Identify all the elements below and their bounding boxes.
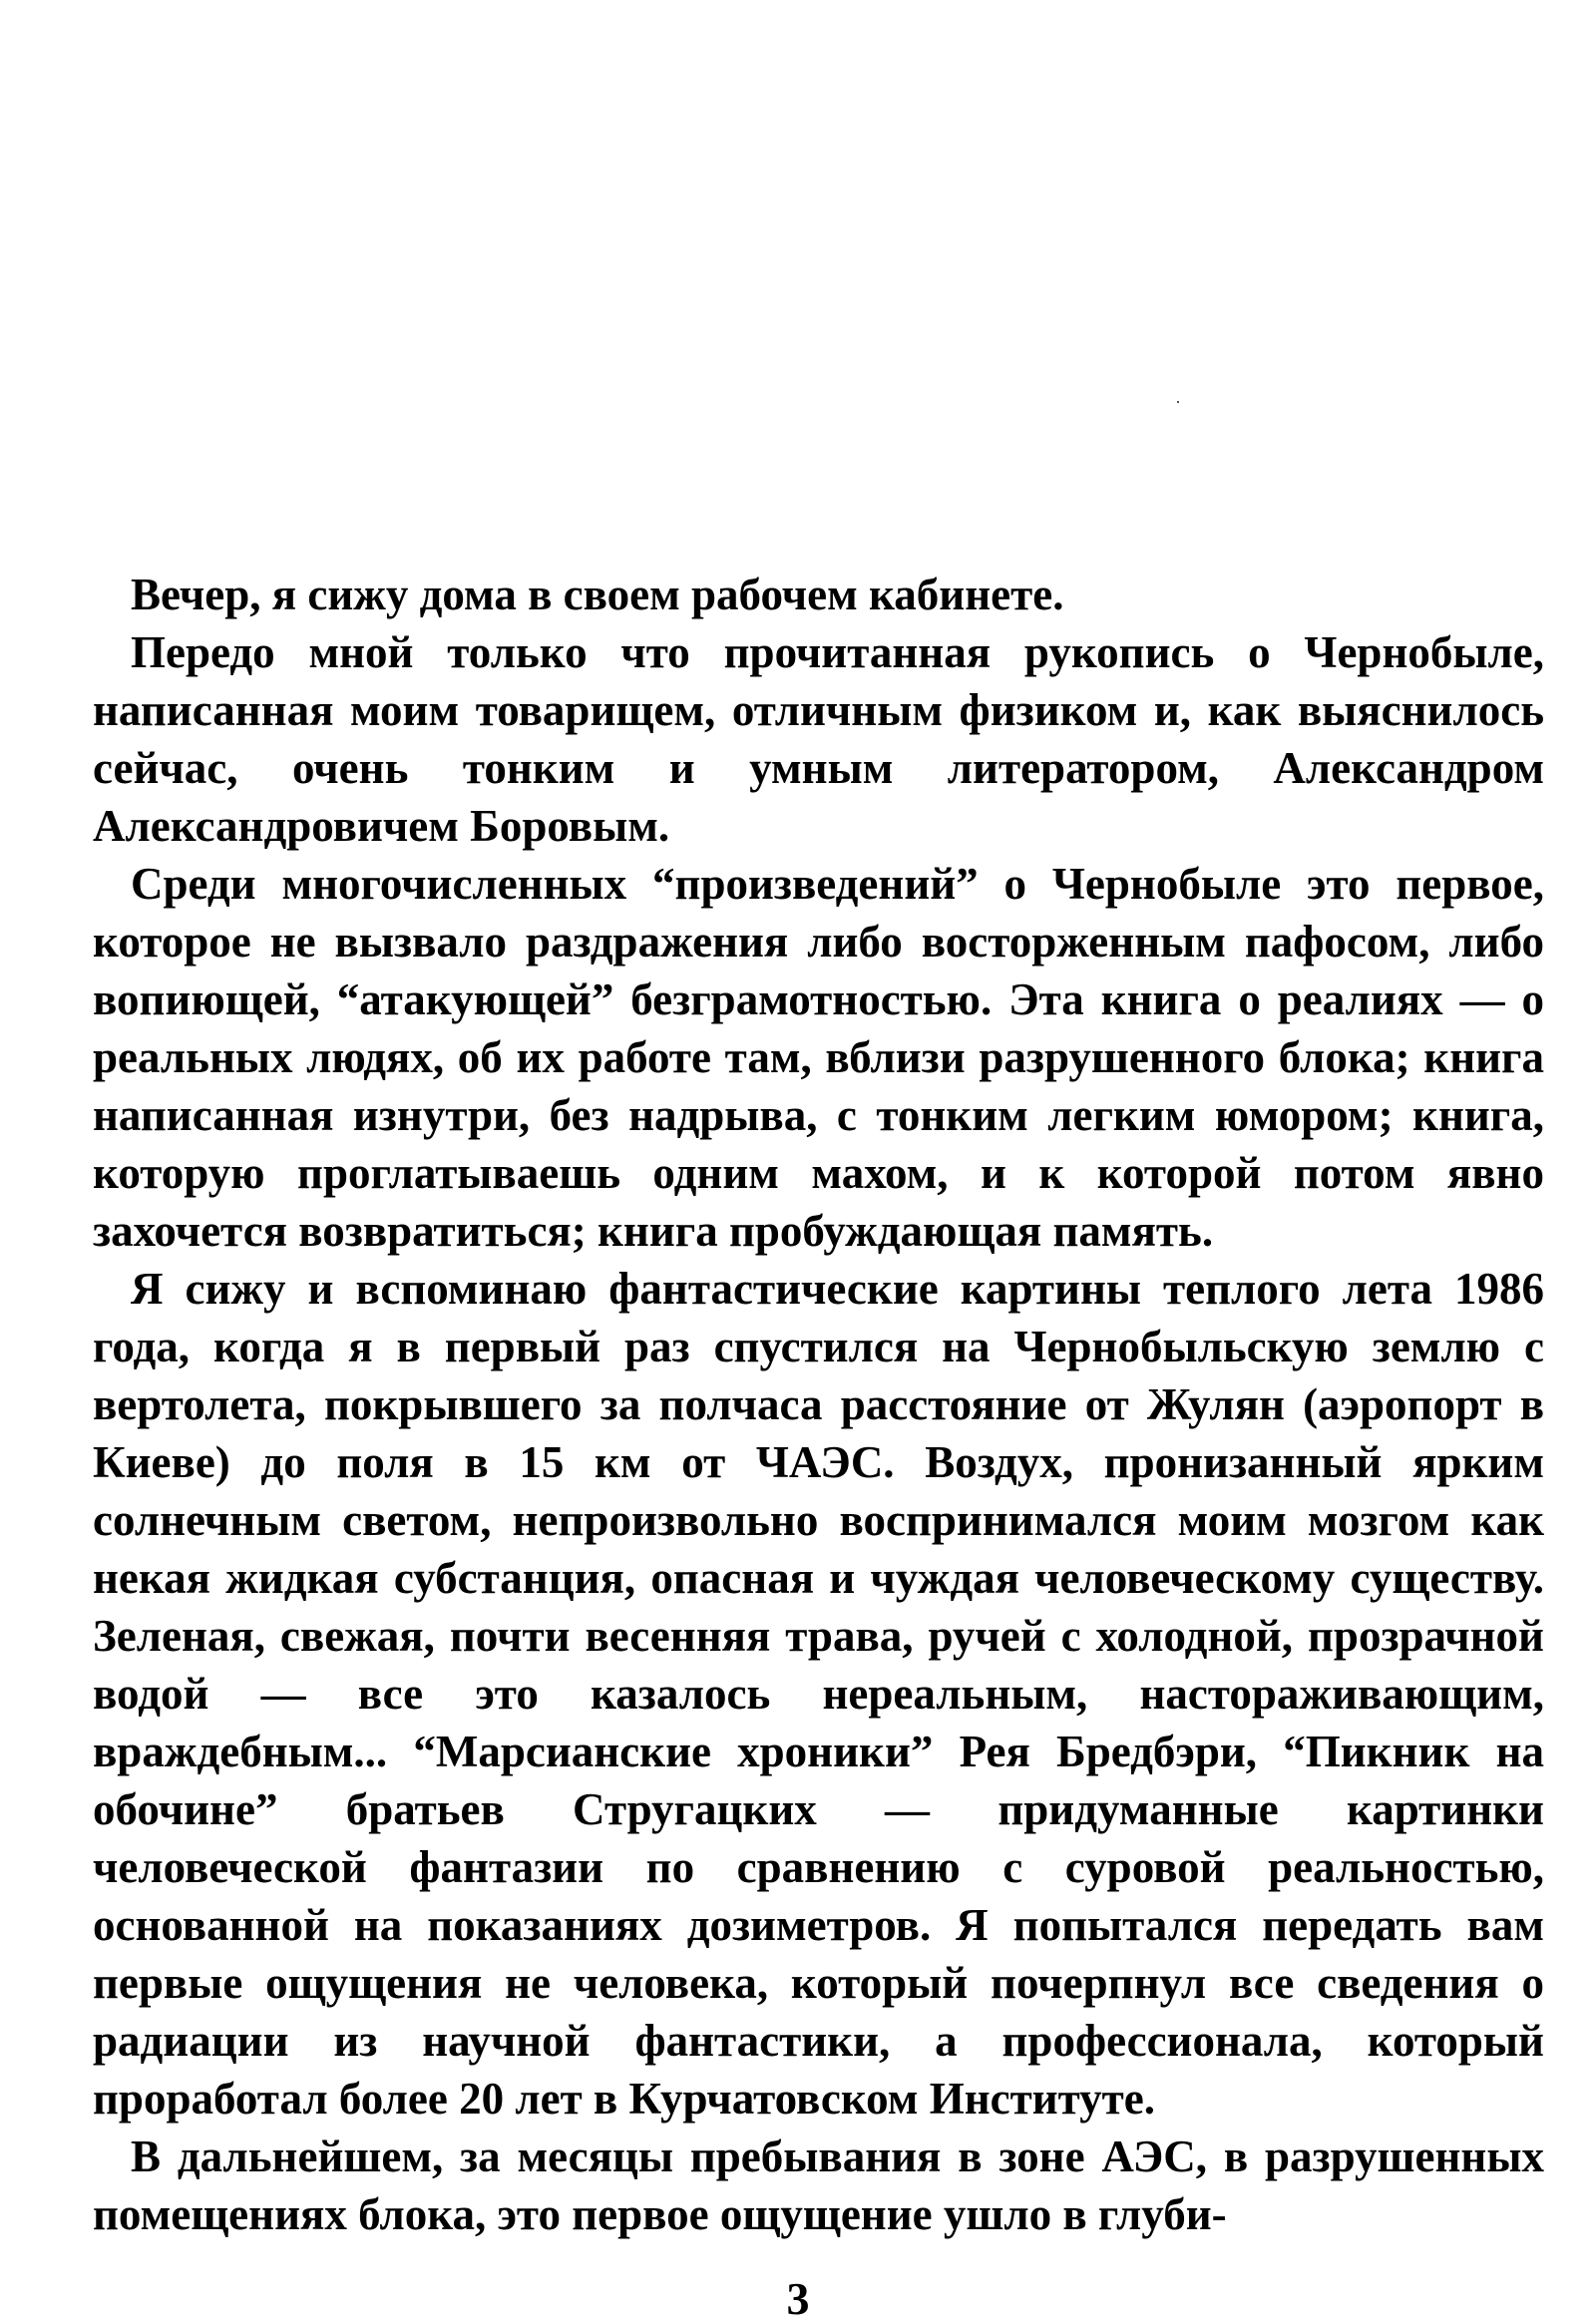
- paragraph-4: Я сижу и вспоминаю фантастические картины теплого лета 1986 года, когда я в первый раз спустился на Чернобыльскую землю с вертолета, покрывшего за полчаса расстояние от Жулян (аэропорт в Киеве) до поля в 15 км от ЧАЭС. Воздух, пронизанный ярким солнечным светом, непроизвольно воспринимался моим мозгом как некая жидкая субстанция, опасная и чуждая человеческому существу. Зеленая, свежая, почти весенняя трава, ручей с холодной, прозрачной водой — все это казалось нереальным, настораживающим, враждебным... “Марсианские хроники” Рея Бредбэри, “Пикник на обочине” братьев Стругацких — придуманные картинки человеческой фантазии по сравнению с суровой реальностью, основанной на показаниях дозиметров. Я попытался передать вам первые ощущения не человека, который почерпнул все сведения о радиации из научной фантастики, а профессионала, который проработал более 20 лет в Курчатовском Институте.: [93, 1264, 1544, 2124]
- paragraph-2: Передо мной только что прочитанная рукопись о Чернобыле, написанная моим товарищем, отличным физиком и, как выяснилось сейчас, очень тонким и умным литератором, Александром Александровичем Боровым.: [93, 627, 1544, 851]
- body-text: [93, 566, 1544, 2243]
- paragraph-5: В дальнейшем, за месяцы пребывания в зоне АЭС, в разрушенных помещениях блока, это первое ощущение ушло в глуби-: [93, 2131, 1544, 2239]
- scan-speck: [1177, 401, 1179, 403]
- page-number: 3: [786, 2273, 810, 2324]
- paragraph-3: Среди многочисленных “произведений” о Чернобыле это первое, которое не вызвало раздражения либо восторженным пафосом, либо вопиющей, “атакующей” безграмотностью. Эта книга о реалиях — о реальных людях, об их работе там, вблизи разрушенного блока; книга написанная изнутри, без надрыва, с тонким легким юмором; книга, которую проглатываешь одним махом, и к которой потом явно захочется возвратиться; книга пробуждающая память.: [93, 859, 1544, 1256]
- paragraph-1: Вечер, я сижу дома в своем рабочем кабинете.: [131, 570, 1064, 619]
